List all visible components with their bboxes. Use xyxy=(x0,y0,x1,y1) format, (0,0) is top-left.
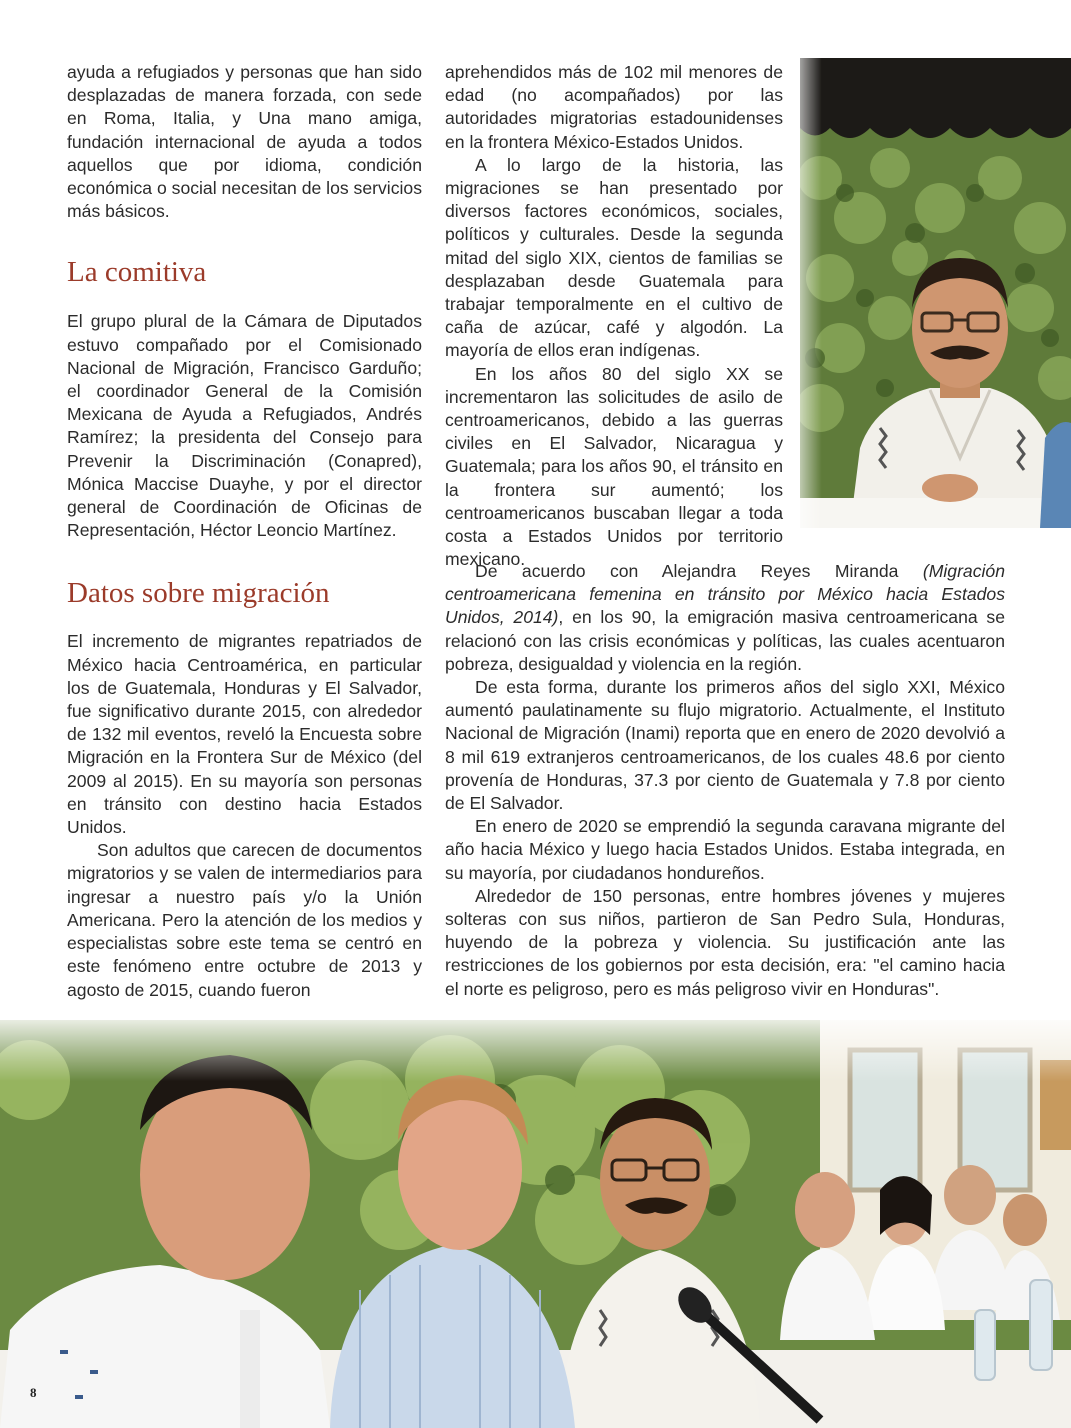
middle-column xyxy=(445,61,783,571)
wide-paragraph-2: De esta forma, durante los primeros años del siglo XXI, México aumentó paulatinamente su flujo migratorio. Actualmente, el Instituto Nacional de Migración (Inami) reporta que en enero de 2020 devolvió a 8 mil 619 extranjeros centroamericanos, de los cuales 48.6 por ciento provenía de Honduras, 37.3 por ciento de Guatemala y 7.8 por ciento de El Salvador. xyxy=(445,677,1005,814)
page-number: 8 xyxy=(30,1385,37,1400)
comitiva-paragraph: El grupo plural de la Cámara de Diputados estuvo compañado por el Comisionado Nacional de Migración, Francisco Garduño; el coordinador General de la Comisión Mexicana de Ayuda a Refugiados, Andrés Ramírez; la presidenta del Consejo para Prevenir la Discriminación (Conapred), Mónica Maccise Duayhe, y por el director general de Coordinación de Oficinas de Representación, Héctor Leoncio Martínez. xyxy=(67,311,422,541)
datos-paragraph-2: Son adultos que carecen de documentos migratorios y se valen de intermediarios para ingresar a nuestro país y/o la Unión Americana. Pero la atención de los medios y especialistas sobre este tema se centró en este fenómeno entre octubre de 2013 y agosto de 2015, cuando fueron xyxy=(67,840,422,1000)
wide-p1-end: , en los 90, la emigración masiva centroamericana se relacionó con las crisis económicas y políticas, las cuales acentuaron pobreza, desigualdad y violencia en la región. xyxy=(445,607,1006,674)
photo-man-at-table xyxy=(800,58,1071,528)
book-title: (Migración centroamericana femenina en tránsito por México hacia Estados Unidos, 2014) xyxy=(445,561,1005,628)
wide-column xyxy=(445,560,1005,1001)
middle-paragraph-1: aprehendidos más de 102 mil menores de edad (no acompañados) por las autoridades migratorias estadounidenses en la frontera México-Estados Unidos. xyxy=(445,62,783,152)
wide-paragraph-1 xyxy=(445,560,1005,676)
wide-paragraph-4: Alrededor de 150 personas, entre hombres jóvenes y mujeres solteras con sus niños, partieron de San Pedro Sula, Honduras, huyendo de la pobreza y violencia. Su justificación ante las restricciones de los gobiernos por esta decisión, era: "el camino hacia el norte es peligroso, pero es más peligroso vivir en Honduras". xyxy=(445,885,1005,999)
left-column xyxy=(67,61,422,1002)
photo-meeting-panel xyxy=(0,1020,1071,1428)
intro-paragraph: ayuda a refugiados y personas que han sido desplazadas de manera forzada, con sede en Roma, Italia, y Una mano amiga, fundación internacional de ayuda a todos aquellos que por idioma, condición económica o social necesitan de los servicios más básicos. xyxy=(67,62,422,222)
datos-heading: Datos sobre migración xyxy=(67,577,330,610)
middle-paragraph-2: A lo largo de la historia, las migraciones se han presentado por diversos factores económicos, sociales, políticos y culturales. Desde la segunda mitad del siglo XIX, cientos de familias se desplazaban desde Guatemala para trabajar temporalmente en el cultivo de caña de azúcar, café y algodón. La mayoría de ellos eran indígenas. xyxy=(445,154,783,361)
comitiva-heading: La comitiva xyxy=(67,256,207,289)
datos-paragraph-1: El incremento de migrantes repatriados de México hacia Centroamérica, en particular los de Guatemala, Honduras y El Salvador, fue significativo durante 2015, con alrededor de 132 mil eventos, reveló la Encuesta sobre Migración en la Frontera Sur de México (del 2009 al 2015). En su mayoría son personas en tránsito con destino hacia Estados Unidos. xyxy=(67,631,422,838)
wide-paragraph-3: En enero de 2020 se emprendió la segunda caravana migrante del año hacia México y luego hacia Estados Unidos. Estaba integrada, en su mayoría, por ciudadanos hondureños. xyxy=(445,816,1005,883)
middle-paragraph-3: En los años 80 del siglo XX se incrementaron las solicitudes de asilo de centroamericanos, debido a las guerras civiles en El Salvador, Nicaragua y Guatemala; para los años 90, el tránsito en la frontera sur aumentó; los centroamericanos buscaban llegar a toda costa a Estados Unidos por territorio mexicano. xyxy=(445,363,783,570)
wide-p1-start: De acuerdo con Alejandra Reyes Miranda xyxy=(475,561,923,581)
